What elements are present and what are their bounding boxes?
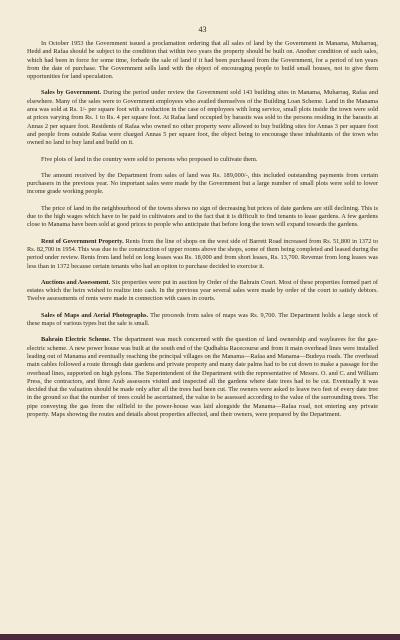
paragraph (27, 40, 378, 81)
paragraph-text: The department was much concerned with the question of land ownership and wayleaves for the gas-electric scheme. A new power house was built at the south end of the Qudhabia Racecourse and from it main overhead lines were installed leading out of Manama and eventually reaching the principal villages on the Manama—Rafaa and Manama—Budeya roads. The overhead main cables followed a route through date gardens and private property and many date palms had to be cut down to make a passage for the overhead lines, supported on high pylons. The Superintendent of the Department with the representative of Messrs. O. and C. and William Press, the contractors, and three Arab assessors visited and inspected all the gardens where date trees had to be cut. Eventually it was decided that the valuation should be made only after all the trees had been cut. The owners were asked to leave two feet of every date tree in the ground so that the number of trees could be ascertained, the value to be assessed according to the value of the surrounding trees. The pipe conveying the gas from the oilfield to the power-house was laid alongside the Manama—Rafaa road, not entering any private property. Maps showing the routes and details about properties affected, and their owners, were prepared by the Department. (27, 336, 378, 418)
paragraph-text: Rents from the line of shops on the west side of Barrett Road increased from Rs. 51,800 in 1372 to Rs. 82,700 in 1954. This was due to the construction of upper rooms above the shops, some of them being completed and leased during the period under review. Rents from land held on long leases was Rs. 18,000 and from short leases, Rs. 13,700. Revenue from long leases was less than in 1372 because certain tenants who had an option to purchase decided to exercise it. (27, 237, 379, 270)
paragraph-heading: Rent of Government Property. (41, 237, 124, 245)
paragraph-text: The amount received by the Department from sales of land was Rs. 189,000/-, this included outstanding payments from certain purchasers in the previous year. No important sales were made by the Government but a large number of small plots were sold to lower income grade working people. (27, 171, 378, 196)
paragraph-text: Six properties were put in auction by Order of the Bahrain Court. Most of these properties formed part of estates which the heirs wished to realize into cash. In the previous year several sales were made by order of the court to satisfy debtors. Twelve assessments of rents were made in connection with cases in courts. (27, 278, 378, 303)
paragraph (27, 172, 378, 197)
paragraph (27, 156, 378, 164)
paragraph-text: The price of land in the neighbourhood of the towns shows no sign of decreasing but prices of date gardens are still declining. This is due to the high wages which have to be paid to cultivators and to the fact that it is difficult to find tenants to lease gardens. A few gardens close to Manama have been sold at good prices to people who anticipate that before long the town will expand towards the gardens. (27, 204, 378, 229)
paragraph-text: In October 1953 the Government issued a proclamation ordering that all sales of land by the Government in Manama, Muharraq, Hedd and Rafaa should be subject to the condition that within two years the property should be built on. Another condition of such sales, which had been in force for some time, forbade the sale of land if it had been purchased from the Government, for a period of ten years from the date of purchase. The Government sells land with the object of encouraging people to build small houses, not to give them opportunities for land speculation. (27, 40, 378, 81)
bottom-border-strip (0, 634, 400, 640)
paragraph-text: Five plots of land in the country were sold to persons who proposed to cultivate them. (41, 155, 258, 163)
paragraph-heading: Auctions and Assessment. (41, 278, 111, 286)
paragraph (27, 205, 378, 230)
paragraph (27, 279, 378, 304)
paragraph (27, 336, 378, 419)
paragraph-heading: Bahrain Electric Scheme. (41, 336, 111, 344)
paragraph-heading: Sales of Maps and Aerial Photographs. (41, 311, 149, 319)
paragraph-text: During the period under review the Government sold 143 building sites in Manama, Muharraq, Rafaa and elsewhere. Many of the sales were to Government employees who availed themselves of the Building Loan Scheme. Land in the Manama area was sold at Rs. 1/- per square foot with a reduction in the case of employees with long service, small plots inside the town were sold at prices varying from Rs. 1 to Rs. 4 per square foot. At Rafaa land occupied by barastis was sold to the persons residing in the barastis at Annas 2 per square foot. Residents of Rafaa who owned no other property were allowed to buy building sites for Annas 3 per square foot and people from outside Rafaa were charged Annas 5 per square foot, the object being to encourage these inhabitants of the town who owned no land to buy land and build on it. (27, 89, 378, 147)
paragraph (27, 89, 378, 147)
paragraph-heading: Sales by Government. (41, 89, 102, 97)
paragraph (27, 312, 378, 329)
paragraph-text: The proceeds from sales of maps was Rs. 9,700. The Department holds a large stock of these maps of various types but the sale is small. (27, 311, 378, 328)
page-number: 43 (198, 25, 207, 34)
paragraph (27, 238, 378, 271)
